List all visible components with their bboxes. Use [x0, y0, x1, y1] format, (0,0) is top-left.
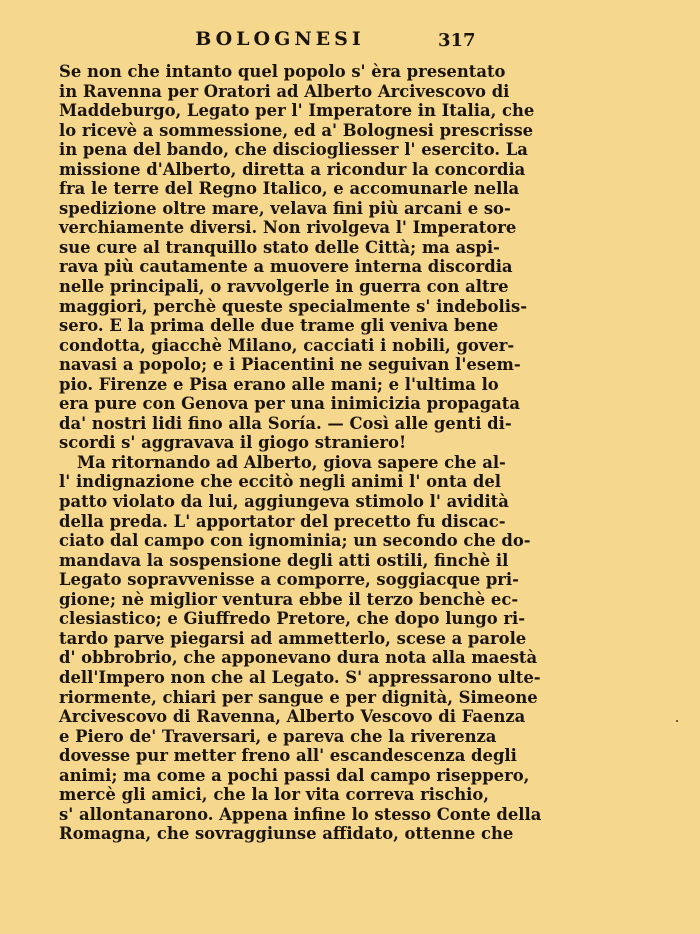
- text-line: lo ricevè a sommessione, ed a' Bolognesi prescrisse: [59, 120, 534, 140]
- text-line: in pena del bando, che disciogliesser l' esercito. La: [59, 140, 528, 160]
- paragraph: [59, 452, 542, 844]
- paragraph: [59, 62, 535, 453]
- text-line: gione; nè miglior ventura ebbe il terzo benchè ec-: [59, 589, 519, 609]
- text-line: da' nostri lidi fino alla Soría. — Così alle genti di-: [59, 413, 512, 433]
- text-line: Romagna, che sovraggiunse affidato, ottenne che: [59, 824, 514, 844]
- text-line: riormente, chiari per sangue e per dignità, Simeone: [59, 687, 538, 707]
- text-line: pio. Firenze e Pisa erano alle mani; e l'ultima lo: [59, 374, 499, 394]
- text-line: animi; ma come a pochi passi dal campo riseppero,: [59, 765, 530, 785]
- text-line: dell'Impero non che al Legato. S' appressarono ulte-: [59, 667, 541, 687]
- text-line: Maddeburgo, Legato per l' Imperatore in Italia, che: [59, 101, 535, 121]
- text-line: Legato sopravvenisse a comporre, soggiacque pri-: [59, 570, 519, 590]
- text-line: patto violato da lui, aggiungeva stimolo l' avidità: [59, 492, 509, 512]
- text-line: Arcivescovo di Ravenna, Alberto Vescovo di Faenza: [59, 707, 526, 727]
- text-line: e Piero de' Traversari, e pareva che la riverenza: [59, 726, 497, 746]
- text-line: sero. E la prima delle due trame gli veniva bene: [59, 316, 499, 336]
- text-line: Ma ritornando ad Alberto, giova sapere che al-: [77, 452, 506, 472]
- page-speck: [676, 720, 678, 722]
- body-text: [59, 62, 542, 844]
- text-line: mercè gli amici, che la lor vita correva rischio,: [59, 785, 489, 805]
- text-line: rava più cautamente a muovere interna discordia: [59, 257, 513, 277]
- text-line: l' indignazione che eccitò negli animi l' onta del: [59, 472, 501, 492]
- text-line: scordi s' aggravava il giogo straniero!: [59, 433, 407, 453]
- page-title: BOLOGNESI: [195, 28, 365, 50]
- text-line: dovesse pur metter freno all' escandescenza degli: [59, 746, 517, 766]
- text-line: della preda. L' apportator del precetto fu discac-: [59, 511, 506, 531]
- text-line: nelle principali, o ravvolgerle in guerra con altre: [59, 277, 509, 297]
- text-line: s' allontanarono. Appena infine lo stesso Conte della: [59, 804, 542, 824]
- text-line: sue cure al tranquillo stato delle Città; ma aspi-: [59, 237, 500, 257]
- text-line: ciato dal campo con ignominia; un secondo che do-: [59, 531, 531, 551]
- text-line: Se non che intanto quel popolo s' èra presentato: [59, 62, 506, 81]
- text-line: fra le terre del Regno Italico, e accomunarle nella: [59, 179, 520, 199]
- text-line: spedizione oltre mare, velava fini più arcani e so-: [59, 198, 511, 218]
- text-line: maggiori, perchè queste specialmente s' indebolis-: [59, 296, 528, 316]
- text-line: in Ravenna per Oratori ad Alberto Arcivescovo di: [59, 81, 510, 101]
- text-line: tardo parve piegarsi ad ammetterlo, scese a parole: [59, 628, 527, 648]
- page-number: 317: [438, 30, 476, 51]
- text-line: verchiamente diversi. Non rivolgeva l' Imperatore: [59, 218, 517, 238]
- text-line: missione d'Alberto, diretta a ricondur la concordia: [59, 159, 526, 179]
- text-line: era pure con Genova per una inimicizia propagata: [59, 394, 520, 414]
- running-head: [0, 28, 700, 52]
- text-line: d' obbrobrio, che apponevano dura nota alla maestà: [59, 648, 538, 668]
- text-line: navasi a popolo; e i Piacentini ne seguivan l'esem-: [59, 355, 521, 375]
- text-line: clesiastico; e Giuffredo Pretore, che dopo lungo ri-: [59, 609, 526, 629]
- text-line: condotta, giacchè Milano, cacciati i nobili, gover-: [59, 335, 515, 355]
- text-line: mandava la sospensione degli atti ostili, finchè il: [59, 550, 509, 570]
